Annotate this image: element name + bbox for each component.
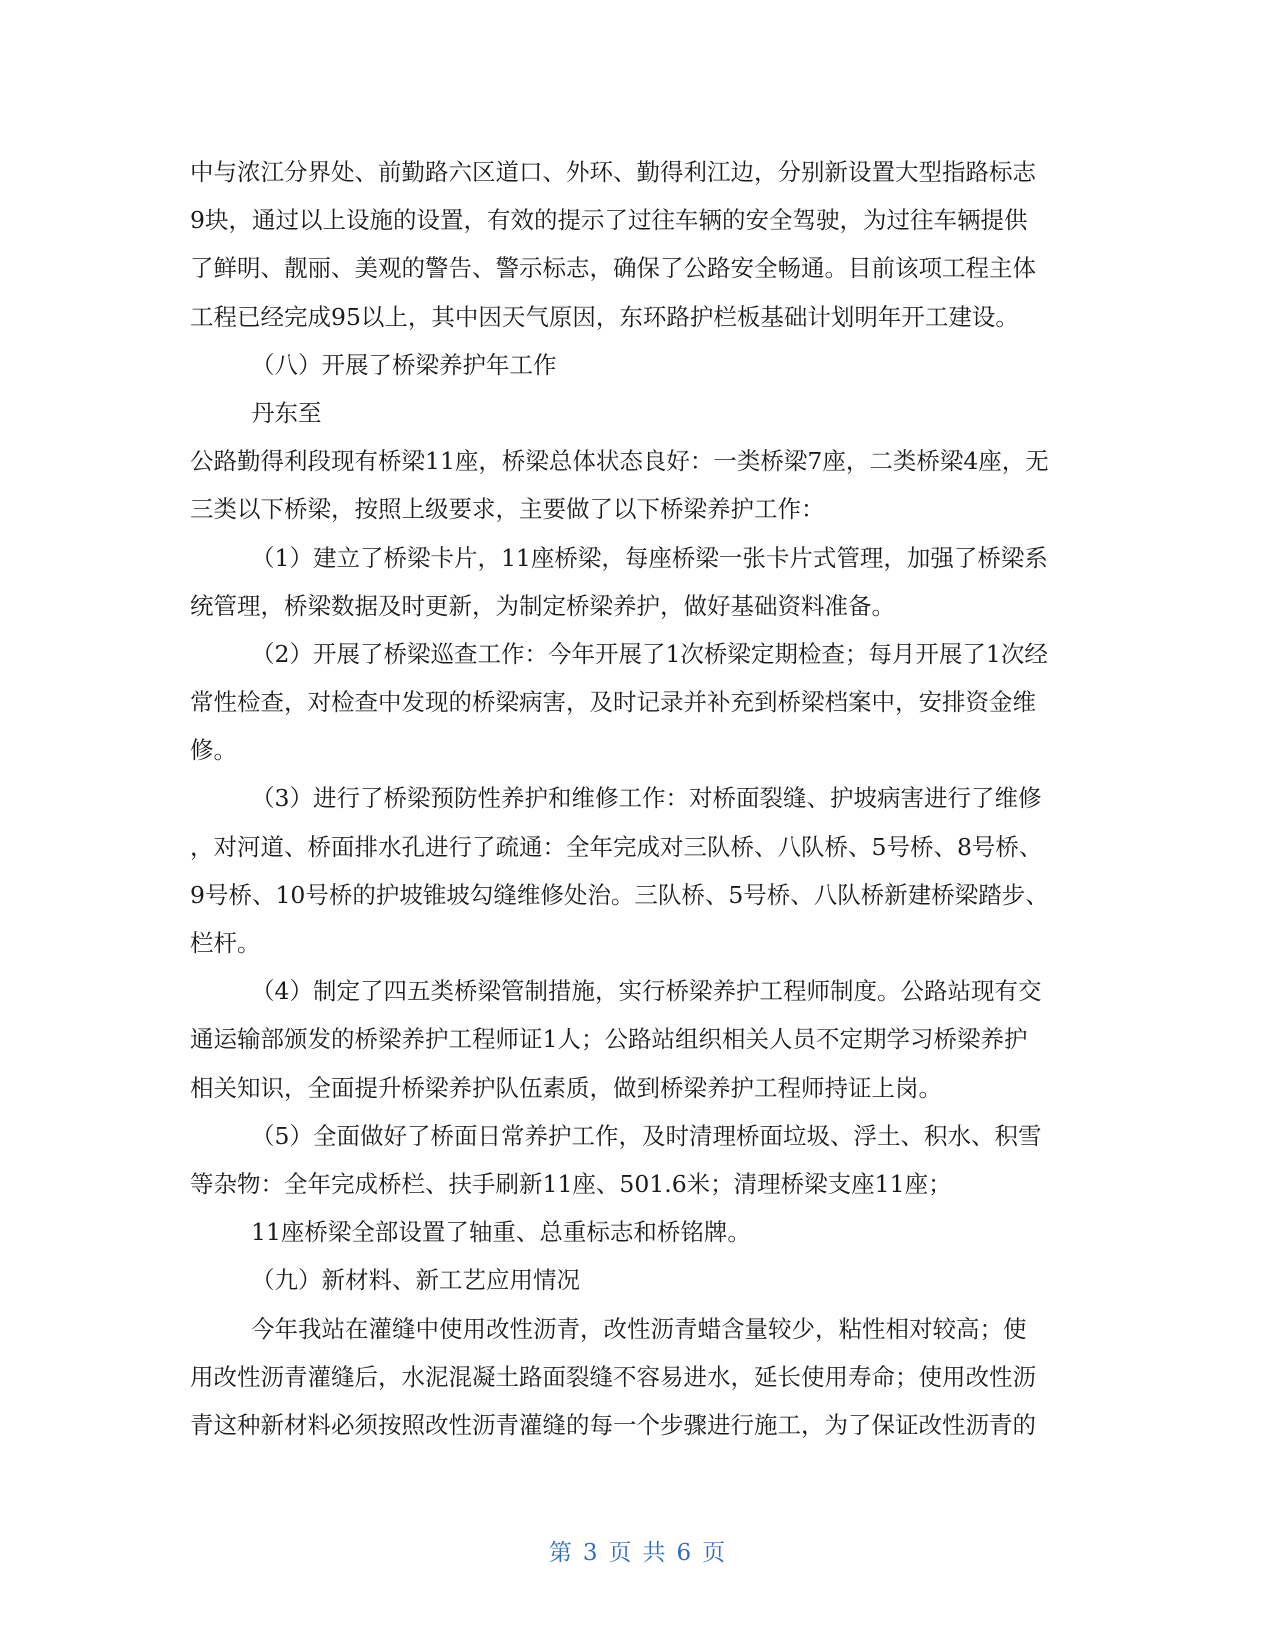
text-line: 今年我站在灌缝中使用改性沥青，改性沥青蜡含量较少，粘性相对较高；使	[251, 1314, 1027, 1343]
text-line: 青这种新材料必须按照改性沥青灌缝的每一个步骤进行施工，为了保证改性沥青的	[190, 1410, 1036, 1439]
list-item-5: （5）全面做好了桥面日常养护工作，及时清理桥面垃圾、浮土、积水、积雪	[251, 1121, 1042, 1150]
text-line: 等杂物：全年完成桥栏、扶手刷新11座、501.6米；清理桥梁支座11座；	[190, 1169, 952, 1198]
total-page-count: 6	[676, 1540, 693, 1566]
text-line: 相关知识，全面提升桥梁养护队伍素质，做到桥梁养护工程师持证上岗。	[190, 1073, 942, 1102]
text-line: 修。	[190, 736, 237, 765]
text-line: 丹东至	[251, 398, 322, 427]
text-line: 工程已经完成95以上，其中因天气原因，东环路护栏板基础计划明年开工建设。	[190, 302, 1019, 331]
page-footer	[0, 1534, 1275, 1567]
footer-prefix: 第	[548, 1540, 573, 1566]
list-item-4: （4）制定了四五类桥梁管制措施，实行桥梁养护工程师制度。公路站现有交	[251, 977, 1042, 1006]
footer-total-prefix: 共	[642, 1540, 667, 1566]
text-line: 了鲜明、靓丽、美观的警告、警示标志，确保了公路安全畅通。目前该项工程主体	[190, 254, 1036, 283]
list-item-1: （1）建立了桥梁卡片，11座桥梁，每座桥梁一张卡片式管理，加强了桥梁系	[251, 543, 1048, 572]
text-line: 公路勤得利段现有桥梁11座，桥梁总体状态良好：一类桥梁7座，二类桥梁4座，无	[190, 447, 1049, 476]
footer-page-word: 页	[608, 1540, 633, 1566]
section-heading-8: （八）开展了桥梁养护年工作	[251, 350, 557, 379]
footer-page-word-2: 页	[702, 1540, 727, 1566]
text-line: 统管理，桥梁数据及时更新，为制定桥梁养护，做好基础资料准备。	[190, 591, 895, 620]
text-line: 栏杆。	[190, 929, 261, 957]
current-page-number: 3	[582, 1540, 599, 1566]
text-line: ，对河道、桥面排水孔进行了疏通：全年完成对三队桥、八队桥、5号桥、8号桥、	[190, 832, 1043, 861]
list-item-3: （3）进行了桥梁预防性养护和维修工作：对桥面裂缝、护坡病害进行了维修	[251, 784, 1042, 813]
text-line: 9块，通过以上设施的设置，有效的提示了过往车辆的安全驾驶，为过往车辆提供	[190, 206, 1028, 235]
text-line: 11座桥梁全部设置了轴重、总重标志和桥铭牌。	[251, 1218, 751, 1247]
text-line: 9号桥、10号桥的护坡锥坡勾缝维修处治。三队桥、5号桥、八队桥新建桥梁踏步、	[190, 880, 1049, 909]
text-line: 常性检查，对检查中发现的桥梁病害，及时记录并补充到桥梁档案中，安排资金维	[190, 688, 1036, 717]
text-line: 通运输部颁发的桥梁养护工程师证1人；公路站组织相关人员不定期学习桥梁养护	[190, 1025, 1028, 1054]
section-heading-9: （九）新材料、新工艺应用情况	[251, 1266, 580, 1295]
text-line: 用改性沥青灌缝后，水泥混凝土路面裂缝不容易进水，延长使用寿命；使用改性沥	[190, 1362, 1036, 1391]
text-line: 三类以下桥梁，按照上级要求，主要做了以下桥梁养护工作：	[190, 495, 825, 524]
list-item-2: （2）开展了桥梁巡查工作：今年开展了1次桥梁定期检查；每月开展了1次经	[251, 639, 1048, 668]
text-line: 中与浓江分界处、前勤路六区道口、外环、勤得利江边，分别新设置大型指路标志	[190, 158, 1036, 186]
document-body	[190, 148, 1090, 1449]
